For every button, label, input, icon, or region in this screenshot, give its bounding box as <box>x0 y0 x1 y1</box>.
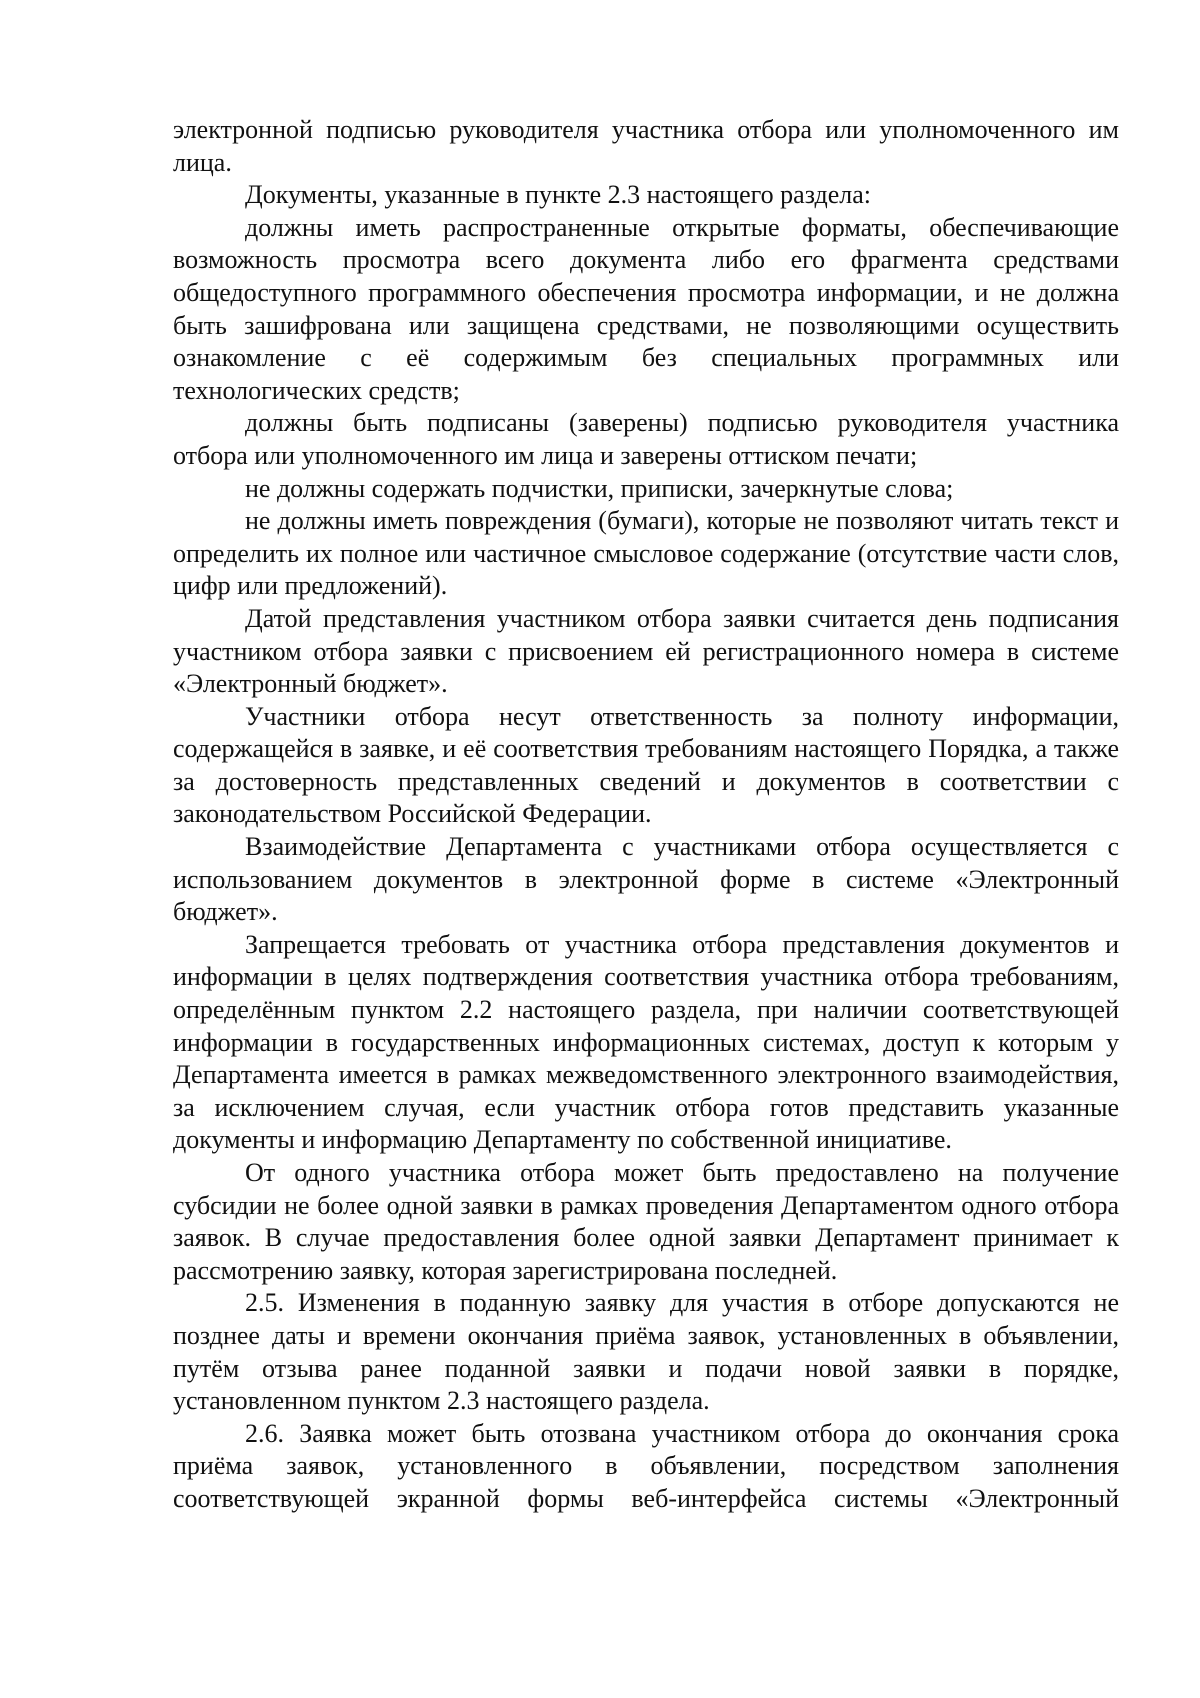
document-page <box>173 114 1119 1516</box>
paragraph-formats-requirement: должны иметь распространенные открытые форматы, обеспечивающие возможность просмотра всего документа либо его фрагмента средствами общедоступного программного обеспечения просмотра информации, и не должна быть зашифрована или защищена средствами, не позволяющими осуществить ознакомление с её содержимым без специальных программных или технологических средств; <box>173 212 1119 405</box>
paragraph-participant-responsibility: Участники отбора несут ответственность за полноту информации, содержащейся в заявке, и её соответствия требованиям настоящего Порядка, а также за достоверность представленных сведений и документов в соответствии с законодательством Российской Федерации. <box>173 701 1119 829</box>
paragraph-submission-date: Датой представления участником отбора заявки считается день подписания участником отбора заявки с присвоением ей регистрационного номера в системе «Электронный бюджет». <box>173 603 1119 699</box>
paragraph-no-damage-requirement: не должны иметь повреждения (бумаги), которые не позволяют читать текст и определить их полное или частичное смысловое содержание (отсутствие части слов, цифр или предложений). <box>173 506 1119 601</box>
paragraph-section-2-5: 2.5. Изменения в поданную заявку для участия в отборе допускаются не позднее даты и времени окончания приёма заявок, установленных в объявлении, путём отзыва ранее поданной заявки и подачи новой заявки в порядке, установленном пунктом 2.3 настоящего раздела. <box>173 1288 1119 1416</box>
paragraph-prohibition: Запрещается требовать от участника отбора представления документов и информации в целях подтверждения соответствия участника отбора требованиям, определённым пунктом 2.2 настоящего раздела, при наличии соответствующей информации в государственных информационных системах, доступ к которым у Департамента имеется в рамках межведомственного электронного взаимодействия, за исключением случая, если участник отбора готов представить указанные документы и информацию Департаменту по собственной инициативе. <box>173 929 1119 1155</box>
paragraph-signed-requirement: должны быть подписаны (заверены) подписью руководителя участника отбора или уполномоченного им лица и заверены оттиском печати; <box>173 408 1119 470</box>
paragraph-single-application: От одного участника отбора может быть предоставлено на получение субсидии не более одной заявки в рамках проведения Департаментом одного отбора заявок. В случае предоставления более одной заявки Департамент принимает к рассмотрению заявку, которая зарегистрирована последней. <box>173 1158 1119 1285</box>
paragraph-no-erasures-requirement: не должны содержать подчистки, приписки, зачеркнутые слова; <box>245 473 954 503</box>
paragraph-signature-continuation: электронной подписью руководителя участника отбора или уполномоченного им лица. <box>173 115 1119 177</box>
paragraph-section-2-6: 2.6. Заявка может быть отозвана участником отбора до окончания срока приёма заявок, установленного в объявлении, посредством заполнения соответствующей экранной формы веб-интерфейса системы «Электронный <box>173 1418 1119 1513</box>
paragraph-documents-intro: Документы, указанные в пункте 2.3 настоящего раздела: <box>245 180 872 210</box>
paragraph-electronic-interaction: Взаимодействие Департамента с участниками отбора осуществляется с использованием документов в электронной форме в системе «Электронный бюджет». <box>173 832 1119 927</box>
